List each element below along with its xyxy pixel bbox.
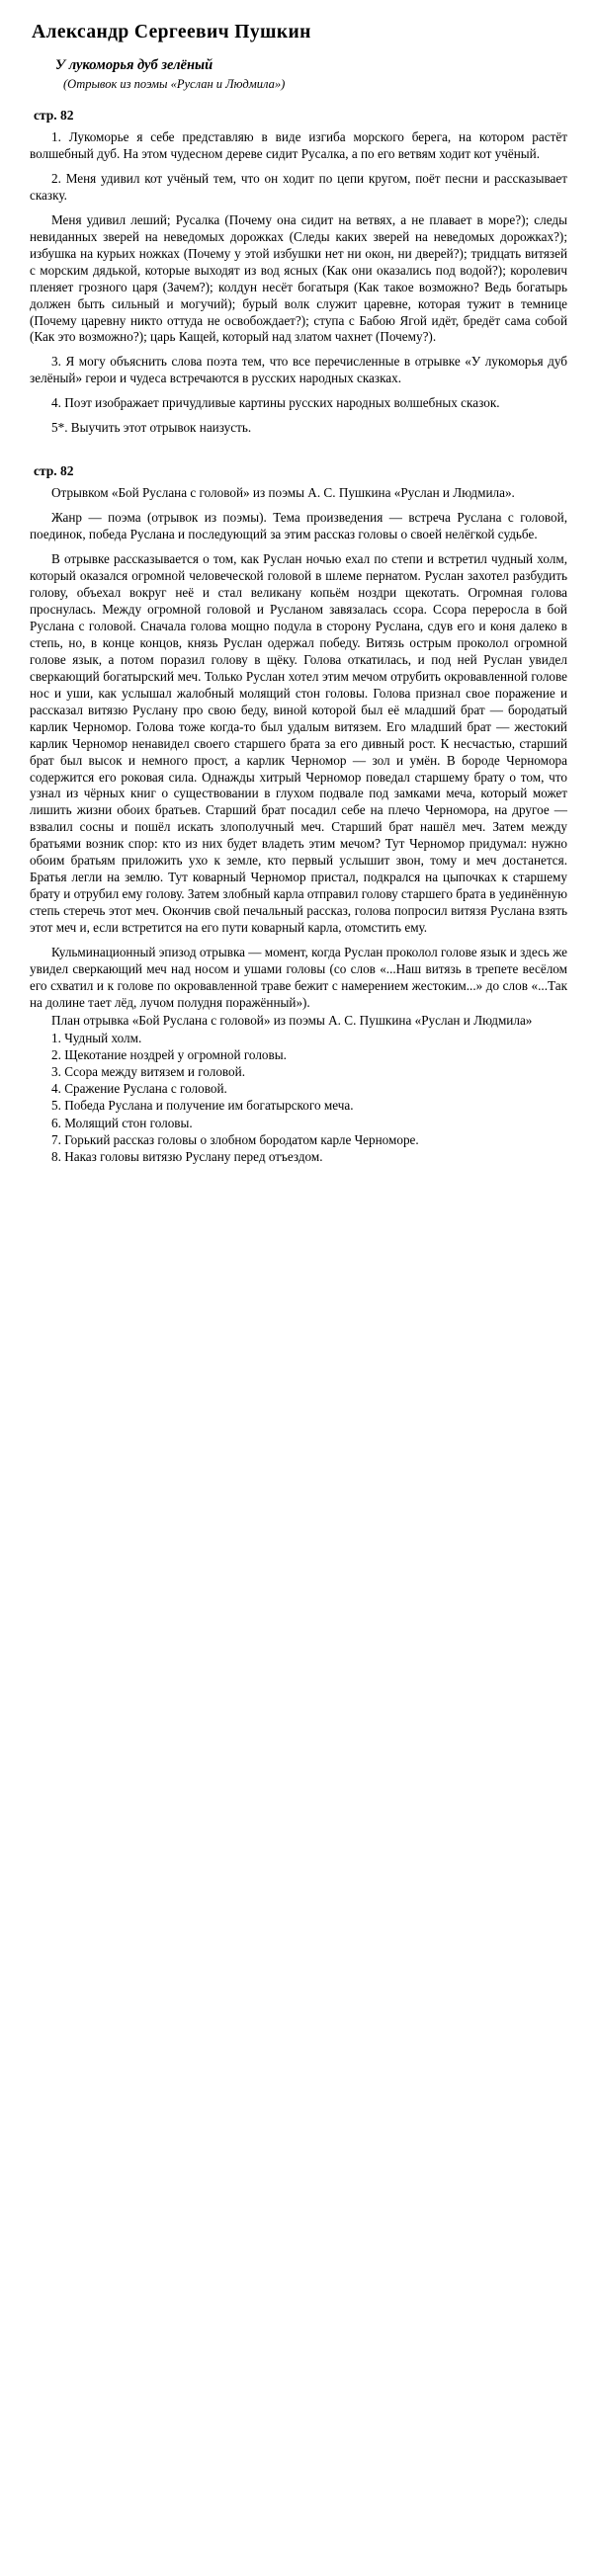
spacer: [30, 938, 567, 945]
plan-item: 6. Молящий стон головы.: [51, 1115, 193, 1130]
spacer: [30, 164, 567, 171]
plan-item: 2. Щекотание ноздрей у огромной головы.: [51, 1046, 287, 1062]
page-label-2: стр. 82: [34, 463, 74, 479]
section2-paragraph-2: Жанр — поэма (отрывок из поэмы). Тема произведения — встреча Руслана с головой, поединок, победа Руслана и последующий за этим рассказ головы о своей нелёгкой судьбе.: [30, 510, 567, 542]
section2-paragraph-3: В отрывке рассказывается о том, как Руслан ночью ехал по степи и встретил чудный холм, который оказался огромной человеческой головой в шлеме пернатом. Руслан захотел разбудить голову, объехал вокруг неё и стал великану копьём ноздри щекотать. Огромная голова проснулась. Между огромной головой и Русланом завязалась ссора. Ссора переросла в бой Руслана с головой. Сначала голова мощно подула в сторону Руслана, сдув его и коня далеко в степь, но, в конце концов, князь Руслан одержал победу. Витязь острым проколол огромной голове язык, а потом поразил голову в щёку. Голова откатилась, и под ней Руслан увидел сверкающий богатырский меч. Только Руслан хотел этим мечом отрубить окровавленной голове нос и уши, как услышал жалобный молящий стон головы. Голова признал свое поражение и рассказал витязю Руслану про свою беду, виной которой был её младший брат — бородатый карлик Черномор. Голова тоже когда-то был удалым витязем. Его младший брат — жестокий карлик Черномор ненавидел своего старшего брата за его дивный рост. К несчастью, старший брат был высок и немного прост, а карлик Черномор — зол и умён. В бороде Черномора содержится его роковая сила. Однажды хитрый Черномор поведал старшему брату о том, что узнал из чёрных книг о существовании в глухом подвале под замками меча, который может лишить жизни обоих братьев. Старший брат посадил себе на плечо Черномора, на другое — взвалил сосны и пошёл искать злополучный меч. Старший брат нашёл меч. Затем между братьями возник спор: кто из них будет владеть этим мечом? Тут Черномор придумал: нужно обоим братьям приложить ухо к земле, кто первый услышит звон, тому и меч достанется. Братья легли на землю. Тут коварный Черномор пристал, подкрался на цыпочках к старшему брату и отрубил ему голову. Затем злобный карла отправил голову старшего брата в уединённую степь стеречь этот меч. Окончив свой печальный рассказ, голова попросил витязя Руслана взять этот меч и, если встретится на его пути коварный карла, отомстить ему.: [30, 551, 567, 936]
plan-item: 7. Горький рассказ головы о злобном бородатом карле Черноморе.: [51, 1131, 419, 1147]
page-label-1: стр. 82: [34, 108, 74, 123]
spacer: [30, 438, 567, 463]
spacer: [30, 503, 567, 510]
answer-item-5: 5*. Выучить этот отрывок наизусть.: [51, 420, 252, 436]
section2-paragraph-4: Кульминационный эпизод отрывка — момент, когда Руслан проколол голове язык и здесь же увидел сверкающий меч над носом и ушами головы (со слов «...Наш витязь в трепете весёлом его схватил и к голове по окровавленной траве бежит с намерением жестоким...» до слов «...Так на долине тает лёд, лучом полудня поражённый»).: [30, 945, 567, 1010]
spacer: [30, 206, 567, 212]
plan-intro: План отрывка «Бой Руслана с головой» из поэмы А. С. Пушкина «Руслан и Людмила»: [51, 1012, 533, 1028]
plan-item: 1. Чудный холм.: [51, 1030, 142, 1045]
spacer: [30, 413, 567, 420]
answer-item-4: 4. Поэт изображает причудливые картины русских народных волшебных сказок.: [51, 395, 500, 411]
plan-list: [30, 1030, 567, 1165]
page-title: Александр Сергеевич Пушкин: [32, 22, 311, 42]
plan-item: 4. Сражение Руслана с головой.: [51, 1081, 227, 1097]
spacer: [30, 544, 567, 551]
answer-item-2: 2. Меня удивил кот учёный тем, что он ходит по цепи кругом, поёт песни и рассказывает сказку.: [30, 170, 567, 203]
plan-item: 3. Ссора между витязем и головой.: [51, 1064, 246, 1080]
answer-item-1: 1. Лукоморье я себе представляю в виде изгиба морского берега, на котором растёт волшебный дуб. На этом чудесном дереве сидит Русалка, а по его ветвям ходит кот учёный.: [30, 129, 567, 161]
answer-item-3: 3. Я могу объяснить слова поэта тем, что все перечисленные в отрывке «У лукоморья дуб зелёный» герои и чудеса встречаются в русских народных сказках.: [30, 354, 567, 386]
spacer: [30, 388, 567, 395]
plan-item: 5. Победа Руслана и получение им богатырского меча.: [51, 1098, 354, 1114]
plan-item: 8. Наказ головы витязю Руслану перед отъездом.: [51, 1148, 323, 1164]
poem-subtitle: (Отрывок из поэмы «Руслан и Людмила»): [63, 77, 286, 91]
poem-title: У лукоморья дуб зелёный: [55, 57, 213, 73]
answer-item-2-detail: Меня удивил леший; Русалка (Почему она сидит на ветвях, а не плавает в море?); следы невиданных зверей на неведомых дорожках (Следы каких зверей на неведомых дорожках?); избушка на курьих ножках (Почему у этой избушки нет ни окон, ни дверей?); тридцать витязей с морским дядькой, которые выходят из вод ясных (Как они оказались под водой?); королевич пленяет грозного царя (Зачем?); колдун несёт богатыря (Как такое возможно? Ведь богатырь должен быть сильный и могучий); бурый волк служит царевне, которая тужит в темнице (Почему царевну никто оттуда не освобождает?); ступа с Бабою Ягой идёт, бредёт сама собой (Как это возможно?); царь Кащей, который над златом чахнет (Почему?).: [30, 211, 567, 345]
spacer: [30, 347, 567, 354]
section2-paragraph-1: Отрывком «Бой Руслана с головой» из поэмы А. С. Пушкина «Руслан и Людмила».: [51, 485, 515, 501]
